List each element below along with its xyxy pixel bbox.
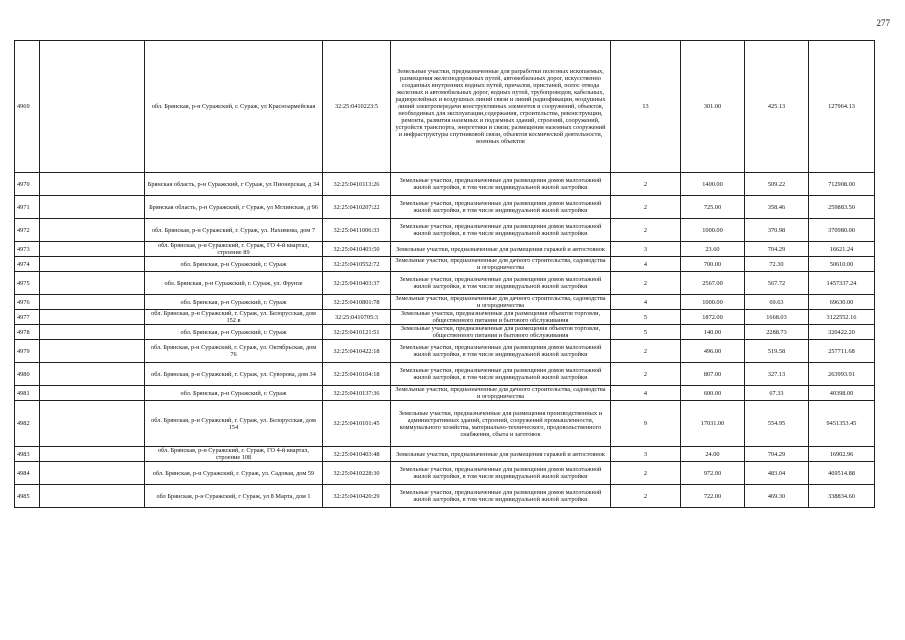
specific-value-cell: 567.72 xyxy=(745,272,809,295)
row-number-cell: 4978 xyxy=(15,325,40,340)
table-row xyxy=(15,363,875,386)
row-number-cell: 4980 xyxy=(15,363,40,386)
land-use-cell: Земельные участки, предназначенные для разработки полезных ископаемых, размещения железнодорожных путей, автомобильных дорог, искусственно созданных внутренних водных путей, причалов, пристаней, полос отвода железных и автомобильных дорог, водных путей, трубопроводов, кабельных, радиорелейных и воздушных линий связи и линий радиофикации, воздушных линий электропередачи конструктивных элементов и сооружений, объектов, необходимых для эксплуатации,содержания, строительства, реконструкции, ремонта, развития наземных и подземных зданий, строений, сооружений, устройств транспорта, энергетики и связи; размещения наземных сооружений и инфраструктуры спутниковой связи, объектов космической деятельности, военных объектов xyxy=(391,41,611,173)
group-code-cell: 9 xyxy=(611,401,681,447)
cadastral-value-cell: 69630.00 xyxy=(809,295,875,310)
address-cell: Брянская область, р-н Суражский, г Сураж, ул Мглинская, д 96 xyxy=(145,196,323,219)
empty-cell xyxy=(40,325,145,340)
cadastral-number-cell: 32:25:0410422:18 xyxy=(323,340,391,363)
empty-cell xyxy=(40,310,145,325)
specific-value-cell: 72.30 xyxy=(745,257,809,272)
land-use-cell: Земельные участки, предназначенные для размещения домов малоэтажной жилой застройки, в том числе индивидуальной жилой застройки xyxy=(391,340,611,363)
cadastral-value-cell: 320422.20 xyxy=(809,325,875,340)
table-row xyxy=(15,340,875,363)
land-use-cell: Земельные участки, предназначенные для размещения производственных и административных зданий, строений, сооружений промышленности, коммунального хозяйства, материально-технического, продовольственного снабжения, сбыта и заготовок xyxy=(391,401,611,447)
table-row xyxy=(15,219,875,242)
cadastral-number-cell: 32:25:0410552:72 xyxy=(323,257,391,272)
cadastral-value-cell: 3122552.16 xyxy=(809,310,875,325)
area-cell: 23.60 xyxy=(681,242,745,257)
cadastral-number-cell: 32:25:0410228:30 xyxy=(323,462,391,485)
address-cell: обл. Брянская, р-н Суражский, г. Сураж, ГО 4-й квартал, строение 108 xyxy=(145,447,323,462)
empty-cell xyxy=(40,295,145,310)
empty-cell xyxy=(40,219,145,242)
empty-cell xyxy=(40,41,145,173)
row-number-cell: 4972 xyxy=(15,219,40,242)
land-use-cell: Земельные участки, предназначенные для размещения домов малоэтажной жилой застройки, в том числе индивидуальной жилой застройки xyxy=(391,363,611,386)
row-number-cell: 4970 xyxy=(15,173,40,196)
cadastral-number-cell: 32:25:0410420:29 xyxy=(323,485,391,508)
group-code-cell: 5 xyxy=(611,310,681,325)
address-cell: обл. Брянская, р-н Суражский, г. Сураж xyxy=(145,257,323,272)
table-row xyxy=(15,196,875,219)
row-number-cell: 4985 xyxy=(15,485,40,508)
address-cell: обл Брянская, р-н Суражский, г Сураж, ул 8 Марта, дом 1 xyxy=(145,485,323,508)
cadastral-value-cell: 40398.00 xyxy=(809,386,875,401)
cadastral-number-cell: 32:25:0410207:22 xyxy=(323,196,391,219)
address-cell: обл. Брянская, р-н Суражский, г. Сураж xyxy=(145,325,323,340)
cadastral-number-cell: 32:25:0411006:33 xyxy=(323,219,391,242)
row-number-cell: 4969 xyxy=(15,41,40,173)
area-cell: 1000.00 xyxy=(681,219,745,242)
table-row xyxy=(15,386,875,401)
area-cell: 1872.00 xyxy=(681,310,745,325)
specific-value-cell: 69.63 xyxy=(745,295,809,310)
specific-value-cell: 519.58 xyxy=(745,340,809,363)
address-cell: обл. Брянская, р-н Суражский, г. Сураж, ул. Белорусская, дом 154 xyxy=(145,401,323,447)
row-number-cell: 4984 xyxy=(15,462,40,485)
cadastral-value-cell: 469514.88 xyxy=(809,462,875,485)
cadastral-value-cell: 338834.60 xyxy=(809,485,875,508)
specific-value-cell: 327.13 xyxy=(745,363,809,386)
cadastral-value-cell: 16621.24 xyxy=(809,242,875,257)
address-cell: обл. Брянская, р-н Суражский, г. Сураж, ГО 4-й квартал, строение 89 xyxy=(145,242,323,257)
address-cell: обл. Брянская, р-н Суражский, г. Сураж xyxy=(145,386,323,401)
group-code-cell: 2 xyxy=(611,462,681,485)
row-number-cell: 4982 xyxy=(15,401,40,447)
row-number-cell: 4976 xyxy=(15,295,40,310)
cadastral-number-cell: 32:25:0410223:5 xyxy=(323,41,391,173)
cadastral-number-cell: 32:25:0410801:78 xyxy=(323,295,391,310)
area-cell: 140.00 xyxy=(681,325,745,340)
cadastral-number-cell: 32:25:0410113:26 xyxy=(323,173,391,196)
address-cell: обл. Брянская, р-н Суражский, г. Сураж xyxy=(145,295,323,310)
address-cell: обл. Брянская, р-н Суражский, г. Сураж, ул. Белорусская, дом 152 в xyxy=(145,310,323,325)
address-cell: обл. Брянская, р-н Суражский, г. Сураж, ул Красноармейская xyxy=(145,41,323,173)
land-use-cell: Земельные участки, предназначенные для размещения гаражей и автостоянок xyxy=(391,447,611,462)
row-number-cell: 4981 xyxy=(15,386,40,401)
address-cell: обл. Брянская, р-н Суражский, г. Сураж, ул. Суворова, дом 34 xyxy=(145,363,323,386)
specific-value-cell: 1668.03 xyxy=(745,310,809,325)
cadastral-number-cell: 32:25:0410403:48 xyxy=(323,447,391,462)
specific-value-cell: 704.29 xyxy=(745,447,809,462)
table-row xyxy=(15,242,875,257)
group-code-cell: 2 xyxy=(611,196,681,219)
specific-value-cell: 469.30 xyxy=(745,485,809,508)
row-number-cell: 4973 xyxy=(15,242,40,257)
row-number-cell: 4974 xyxy=(15,257,40,272)
group-code-cell: 2 xyxy=(611,219,681,242)
land-use-cell: Земельные участки, предназначенные для размещения домов малоэтажной жилой застройки, в том числе индивидуальной жилой застройки xyxy=(391,462,611,485)
table-row xyxy=(15,325,875,340)
address-cell: Брянская область, р-н Суражский, г Сураж, ул Пионерская, д 34 xyxy=(145,173,323,196)
empty-cell xyxy=(40,401,145,447)
land-use-cell: Земельные участки, предназначенные для размещения домов малоэтажной жилой застройки, в том числе индивидуальной жилой застройки xyxy=(391,272,611,295)
area-cell: 1000.00 xyxy=(681,295,745,310)
land-use-cell: Земельные участки, предназначенные для размещения объектов торговли, общественного питания и бытового обслуживания xyxy=(391,310,611,325)
row-number-cell: 4983 xyxy=(15,447,40,462)
cadastral-number-cell: 32:25:0410104:18 xyxy=(323,363,391,386)
area-cell: 24.00 xyxy=(681,447,745,462)
empty-cell xyxy=(40,173,145,196)
cadastral-value-cell: 50610.00 xyxy=(809,257,875,272)
land-use-cell: Земельные участки, предназначенные для размещения домов малоэтажной жилой застройки, в том числе индивидуальной жилой застройки xyxy=(391,219,611,242)
group-code-cell: 4 xyxy=(611,295,681,310)
cadastral-number-cell: 32:25:0410705:3 xyxy=(323,310,391,325)
empty-cell xyxy=(40,363,145,386)
cadastral-value-cell: 9451353.45 xyxy=(809,401,875,447)
row-number-cell: 4977 xyxy=(15,310,40,325)
table-row xyxy=(15,41,875,173)
area-cell: 301.00 xyxy=(681,41,745,173)
table-row xyxy=(15,485,875,508)
group-code-cell: 4 xyxy=(611,257,681,272)
group-code-cell: 13 xyxy=(611,41,681,173)
specific-value-cell: 425.13 xyxy=(745,41,809,173)
table-row xyxy=(15,447,875,462)
row-number-cell: 4975 xyxy=(15,272,40,295)
cadastral-number-cell: 32:25:0410121:51 xyxy=(323,325,391,340)
table-row xyxy=(15,295,875,310)
cadastral-value-cell: 1457337.24 xyxy=(809,272,875,295)
table-row xyxy=(15,173,875,196)
table-row xyxy=(15,257,875,272)
land-use-cell: Земельные участки, предназначенные для размещения домов малоэтажной жилой застройки, в том числе индивидуальной жилой застройки xyxy=(391,173,611,196)
area-cell: 2567.00 xyxy=(681,272,745,295)
cadastral-number-cell: 32:25:0410403:50 xyxy=(323,242,391,257)
cadastral-value-cell: 127964.13 xyxy=(809,41,875,173)
table-row xyxy=(15,272,875,295)
specific-value-cell: 509.22 xyxy=(745,173,809,196)
cadastral-value-cell: 259883.50 xyxy=(809,196,875,219)
empty-cell xyxy=(40,485,145,508)
cadastral-value-cell: 257711.68 xyxy=(809,340,875,363)
table-row xyxy=(15,401,875,447)
area-cell: 972.00 xyxy=(681,462,745,485)
land-use-cell: Земельные участки, предназначенные для размещения домов малоэтажной жилой застройки, в том числе индивидуальной жилой застройки xyxy=(391,485,611,508)
specific-value-cell: 554.95 xyxy=(745,401,809,447)
specific-value-cell: 483.04 xyxy=(745,462,809,485)
empty-cell xyxy=(40,447,145,462)
group-code-cell: 3 xyxy=(611,242,681,257)
specific-value-cell: 370.98 xyxy=(745,219,809,242)
empty-cell xyxy=(40,196,145,219)
specific-value-cell: 704.29 xyxy=(745,242,809,257)
empty-cell xyxy=(40,340,145,363)
area-cell: 17031.00 xyxy=(681,401,745,447)
cadastral-value-cell: 263993.91 xyxy=(809,363,875,386)
land-use-cell: Земельные участки, предназначенные для размещения домов малоэтажной жилой застройки, в том числе индивидуальной жилой застройки xyxy=(391,196,611,219)
land-use-cell: Земельные участки, предназначенные для дачного строительства, садоводства и огородничества xyxy=(391,295,611,310)
page-number: 277 xyxy=(876,18,890,28)
cadastral-number-cell: 32:25:0410101:45 xyxy=(323,401,391,447)
empty-cell xyxy=(40,272,145,295)
land-use-cell: Земельные участки, предназначенные для дачного строительства, садоводства и огородничества xyxy=(391,257,611,272)
row-number-cell: 4979 xyxy=(15,340,40,363)
row-number-cell: 4971 xyxy=(15,196,40,219)
cadastral-number-cell: 32:25:0410403:37 xyxy=(323,272,391,295)
empty-cell xyxy=(40,257,145,272)
land-use-cell: Земельные участки, предназначенные для размещения объектов торговли, общественного питания и бытового обслуживания xyxy=(391,325,611,340)
area-cell: 725.00 xyxy=(681,196,745,219)
land-use-cell: Земельные участки, предназначенные для дачного строительства, садоводства и огородничества xyxy=(391,386,611,401)
group-code-cell: 3 xyxy=(611,447,681,462)
area-cell: 496.00 xyxy=(681,340,745,363)
group-code-cell: 2 xyxy=(611,272,681,295)
table-row xyxy=(15,310,875,325)
cadastral-value-cell: 16902.96 xyxy=(809,447,875,462)
address-cell: обл. Брянская, р-н Суражский, г. Сураж, ул. Нахимова, дом 7 xyxy=(145,219,323,242)
empty-cell xyxy=(40,462,145,485)
cadastral-number-cell: 32:25:0410137:36 xyxy=(323,386,391,401)
group-code-cell: 2 xyxy=(611,363,681,386)
group-code-cell: 2 xyxy=(611,485,681,508)
address-cell: обл. Брянская, р-н Суражский, г. Сураж, ул. Садовая, дом 59 xyxy=(145,462,323,485)
land-use-cell: Земельные участки, предназначенные для размещения гаражей и автостоянок xyxy=(391,242,611,257)
table-row xyxy=(15,462,875,485)
address-cell: обл. Брянская, р-н Суражский, г. Сураж, ул. Фрунзе xyxy=(145,272,323,295)
specific-value-cell: 358.46 xyxy=(745,196,809,219)
group-code-cell: 2 xyxy=(611,173,681,196)
area-cell: 700.00 xyxy=(681,257,745,272)
area-cell: 600.00 xyxy=(681,386,745,401)
empty-cell xyxy=(40,242,145,257)
area-cell: 1400.00 xyxy=(681,173,745,196)
area-cell: 807.00 xyxy=(681,363,745,386)
cadastral-value-cell: 712908.00 xyxy=(809,173,875,196)
specific-value-cell: 67.33 xyxy=(745,386,809,401)
group-code-cell: 2 xyxy=(611,340,681,363)
cadastral-registry-table xyxy=(14,40,875,508)
cadastral-value-cell: 370980.00 xyxy=(809,219,875,242)
specific-value-cell: 2288.73 xyxy=(745,325,809,340)
group-code-cell: 4 xyxy=(611,386,681,401)
area-cell: 722.00 xyxy=(681,485,745,508)
registry-body xyxy=(15,41,875,508)
address-cell: обл. Брянская, р-н Суражский, г. Сураж, ул. Октябрьская, дом 76 xyxy=(145,340,323,363)
group-code-cell: 5 xyxy=(611,325,681,340)
empty-cell xyxy=(40,386,145,401)
